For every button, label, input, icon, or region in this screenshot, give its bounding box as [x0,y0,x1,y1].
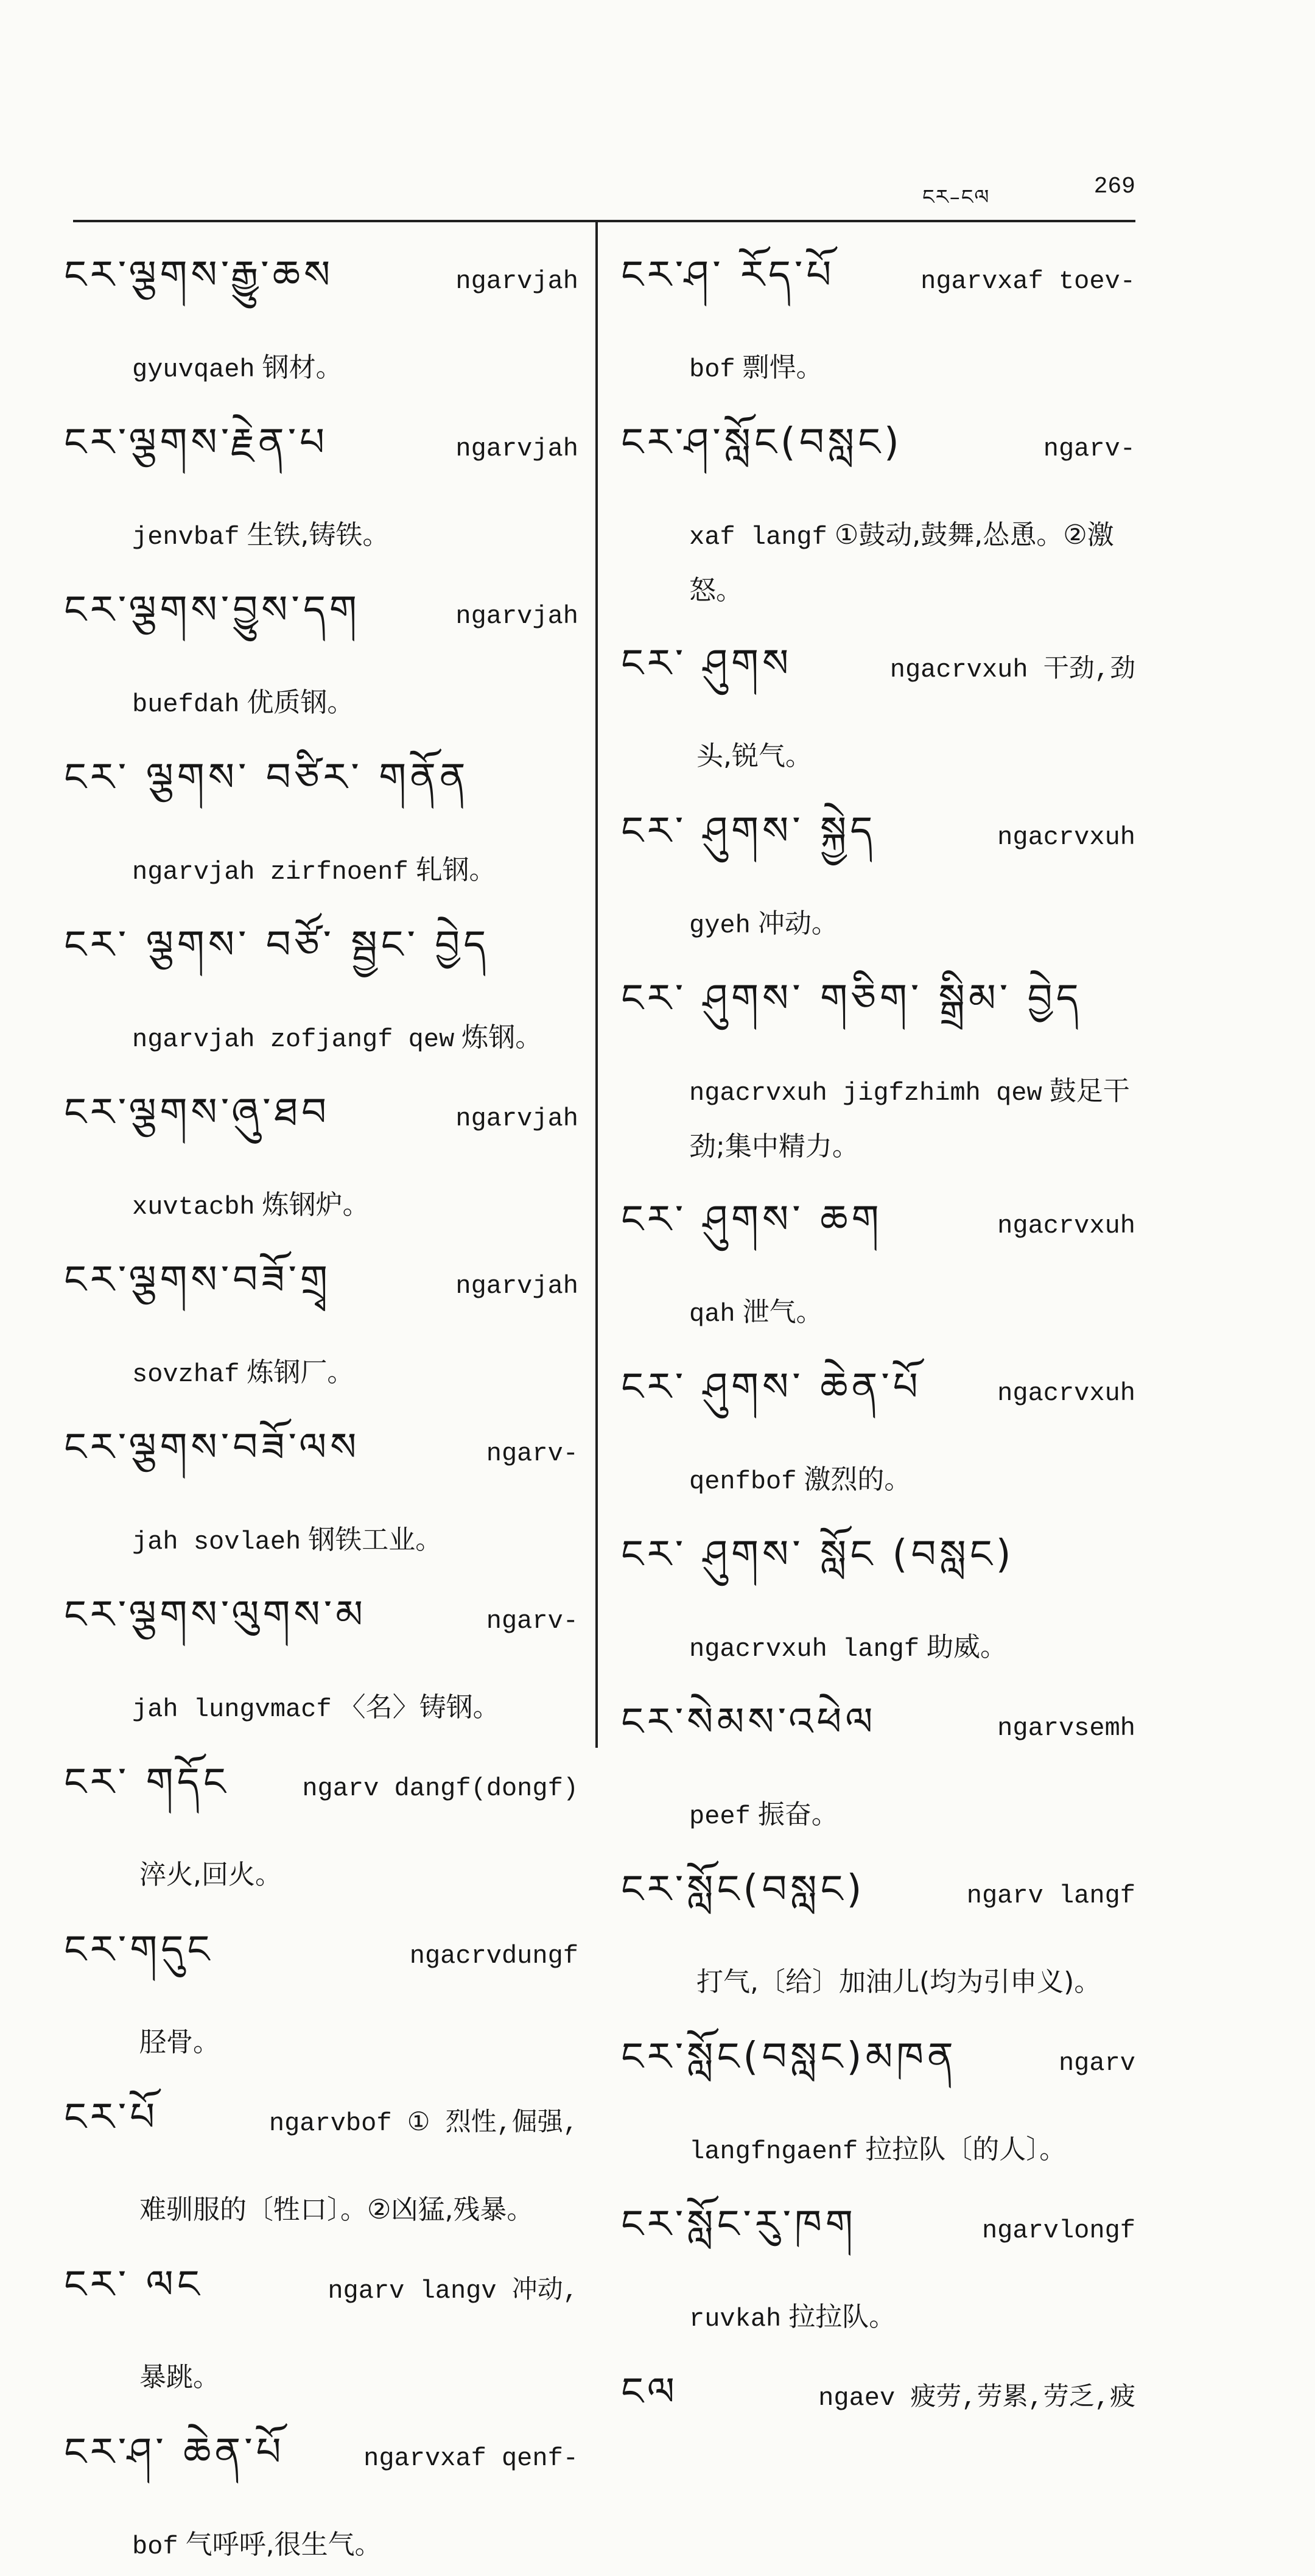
tibetan-headword: ངར་གདུང [64,1927,214,1972]
tibetan-headword: ངར་པོ [64,2095,159,2140]
tibetan-headword: ངར་སློང(བསླང) [621,1867,866,1912]
dictionary-entry [621,1846,1135,2011]
headword-line [64,399,578,509]
headword-line [64,1739,578,1848]
dictionary-entry [64,399,578,564]
romanization: ngarvjah [455,602,578,631]
headword-line [621,399,1135,509]
dictionary-entry [64,1571,578,1736]
tibetan-headword: ངར་སེམས་འཕེལ [621,1700,877,1745]
tibetan-headword: ངར་ལྕགས་རྒྱུ་ཆས [64,253,334,298]
tibetan-headword: ངར་ཤ་ རོད་པོ [621,253,835,298]
romanization-continuation: sovzhaf [132,1360,240,1389]
romanization-continuation: buefdah [132,690,240,719]
dictionary-entry [64,1404,578,1569]
dictionary-entry [64,1069,578,1234]
tibetan-headword: ངར་ ལྕགས་ བཙོ་ སྦྱང་ བྱེད [64,923,490,968]
chinese-definition: 炼钢。 [461,1022,542,1053]
romanization: ngarvjah [455,434,578,463]
romanization: ngarvxaf qenf- [363,2444,578,2473]
romanization: ngarv- [486,1439,578,1468]
dictionary-entry [64,1236,578,1401]
headword-line [64,231,578,341]
chinese-definition: 难驯服的〔牲口〕。②凶猛,残暴。 [139,2194,534,2225]
chinese-definition: 鼓足干劲;集中精力。 [689,1075,1130,1162]
tibetan-headword: ངར་ལྕགས་ཞུ་ཐབ [64,1090,331,1135]
chinese-definition: 助威。 [927,1631,1008,1663]
chinese-definition: 泄气。 [742,1297,823,1328]
dictionary-entry [621,955,1135,1174]
definition-line [621,1286,1135,1341]
definition-line [64,1011,578,1066]
dictionary-entry [64,231,578,396]
definition-line [64,843,578,899]
romanization: ngarvjah [455,1104,578,1133]
chinese-definition: ①鼓动,鼓舞,怂恿。②激怒。 [689,519,1114,606]
tibetan-headword: ངར་ཤ་སློང(བསླང) [621,420,903,465]
dictionary-entry [621,1343,1135,1508]
chinese-definition: 头,锐气。 [696,741,812,772]
chinese-definition: 打气,〔给〕加油儿(均为引申义)。 [696,1966,1101,1997]
tibetan-headword: ངར་སློང(བསླང)མཁན [621,2035,957,2080]
tibetan-headword: ངར་ལྕགས་རྗེན་པ [64,420,329,465]
definition-line [621,2458,1135,2513]
headword-line [64,901,578,1011]
chinese-definition: 气呼呼,很生气。 [185,2529,382,2560]
definition-line [621,2123,1135,2178]
dictionary-entry [621,2181,1135,2346]
definition-line [64,1681,578,1736]
romanization-continuation: ngarvjah zofjangf qew [132,1025,455,1054]
romanization: ngarvjah [455,1272,578,1301]
romanization-continuation: qenfbof [689,1467,797,1496]
definition-line [64,341,578,396]
headword-line [64,1906,578,2016]
tibetan-headword: ངར་ ལྕགས་ བཙིར་ གནོན [64,755,469,800]
headword-line [621,787,1135,897]
headword-line [64,2241,578,2351]
chinese-definition: 钢材。 [262,352,343,383]
romanization-continuation: jenvbaf [132,523,240,552]
chinese-definition: 剽悍。 [742,352,823,383]
definition-line [621,1065,1135,1174]
headword-line [621,1343,1135,1453]
headword-line [64,1404,578,1513]
romanization-continuation: peef [689,1802,751,1831]
dictionary-entry [64,901,578,1066]
dictionary-entry [621,620,1135,785]
definition-line [64,1848,578,1904]
romanization-continuation: jah sovlaeh [132,1527,301,1557]
dictionary-entry [621,1511,1135,1676]
tibetan-headword: ངར་ ཤུགས་ ཆེན་པོ [621,1365,922,1410]
headword-line [621,2181,1135,2290]
chinese-definition: 拉拉队。 [788,2301,896,2332]
headword-line [621,1511,1135,1621]
definition-line [621,2290,1135,2346]
headword-line [621,955,1135,1065]
definition-line [621,1621,1135,1676]
definition-line [64,1178,578,1234]
headword-line [621,1176,1135,1286]
romanization: ngarv- [1043,434,1135,463]
dictionary-entry [64,566,578,731]
chinese-definition: 优质钢。 [247,687,354,718]
romanization-continuation: langfngaenf [689,2137,858,2166]
tibetan-headword: ངར་ ཤུགས་ གཅིག་ སྒྲིམ་ བྱེད [621,976,1082,1021]
headword-line [621,231,1135,341]
definition-line [64,509,578,564]
romanization: ngarv [1058,2049,1135,2078]
tibetan-headword: ངར་ཤ་ ཆེན་པོ [64,2430,285,2475]
header-guide-word: ངར–ངལ [922,185,991,209]
headword-line [621,1678,1135,1788]
definition-line [64,2518,578,2574]
romanization: ngarvbof ① 烈性,倔强, [268,2109,578,2138]
dictionary-entry [621,399,1135,618]
romanization-continuation: ngacrvxuh jigfzhimh qew [689,1079,1042,1108]
definition-line [64,2351,578,2406]
chinese-definition: 冲动。 [757,908,838,939]
romanization-continuation: ngarvjah zirfnoenf [132,857,409,887]
romanization-continuation: gyuvqaeh [132,355,255,384]
column-divider [595,222,598,1748]
romanization: ngarvjah [455,267,578,296]
romanization: ngarv- [486,1606,578,1636]
left-column [64,231,578,2576]
tibetan-headword: ངར་ ཤུགས་ སློང (བསླང) [621,1532,1015,1577]
dictionary-entry [621,2013,1135,2178]
headword-line [64,2409,578,2518]
romanization: ngarv langf [966,1881,1135,1910]
romanization-continuation: bof [132,2532,178,2561]
romanization: ngacrvxuh [997,1379,1135,1408]
definition-line [621,341,1135,396]
romanization-continuation: ruvkah [689,2304,782,2334]
chinese-definition: 胫骨。 [139,2027,220,2058]
tibetan-headword: ངར་ལྕགས་ལུགས་མ [64,1592,367,1638]
definition-line [64,676,578,731]
definition-line [64,1346,578,1401]
romanization-continuation: qah [689,1300,735,1329]
tibetan-headword: ངར་ལྕགས་བཟོ་ལས [64,1425,360,1470]
chinese-definition: 钢铁工业。 [308,1524,443,1555]
tibetan-headword: ངར་ ཤུགས་ སྐྱེད [621,809,877,854]
chinese-definition: 振奋。 [757,1799,838,1830]
right-column [621,231,1135,2516]
romanization-continuation: xuvtacbh [132,1192,255,1222]
header-rule [73,220,1135,222]
definition-line [621,730,1135,785]
headword-line [64,1571,578,1681]
romanization: ngarvlongf [981,2216,1135,2245]
chinese-definition: 淬火,回火。 [139,1859,282,1890]
chinese-definition: 轧钢。 [415,854,496,885]
romanization: ngacrvdungf [409,1941,578,1971]
dictionary-entry [621,787,1135,952]
page-number: 269 [1093,174,1135,200]
dictionary-entry [64,2409,578,2574]
romanization: ngarv langv 冲动, [328,2276,578,2306]
tibetan-headword: ངར་ལྕགས་བཟོ་གྲྭ [64,1258,332,1303]
romanization-continuation: jah lungvmacf [132,1695,332,1724]
romanization: ngaev 疲劳,劳累,劳乏,疲 [818,2384,1135,2413]
definition-line [621,1788,1135,1843]
headword-line [621,2348,1135,2458]
headword-line [64,1069,578,1178]
headword-line [621,1846,1135,1955]
dictionary-entry [64,2074,578,2239]
chinese-definition: 暴跳。 [139,2362,220,2393]
dictionary-entry [64,734,578,899]
chinese-definition: 生铁,铸铁。 [247,519,390,551]
romanization: ngarvxaf toev- [920,267,1135,296]
tibetan-headword: ངལ [621,2370,679,2415]
headword-line [621,620,1135,730]
headword-line [64,2074,578,2183]
romanization-continuation: gyeh [689,911,751,940]
definition-line [621,897,1135,952]
definition-line [64,2183,578,2239]
tibetan-headword: ངར་ གདོང [64,1760,230,1805]
dictionary-entry [621,1678,1135,1843]
definition-line [64,1513,578,1569]
romanization: ngarvsemh [997,1714,1135,1743]
chinese-definition: 激烈的。 [804,1464,911,1495]
romanization-continuation: ngacrvxuh langf [689,1635,920,1664]
romanization: ngacrvxuh [997,1211,1135,1240]
dictionary-entry [621,1176,1135,1341]
tibetan-headword: ངར་ ཤུགས [621,641,793,686]
chinese-definition: 〈名〉铸钢。 [338,1692,500,1723]
romanization-continuation: bof [689,355,735,384]
definition-line [621,1955,1135,2011]
romanization: ngacrvxuh [997,823,1135,852]
tibetan-headword: ངར་སློང་རུ་ཁག [621,2202,857,2247]
chinese-definition: 炼钢厂。 [247,1357,354,1388]
dictionary-entry [64,1739,578,1904]
dictionary-entry [621,2348,1135,2513]
dictionary-entry [621,231,1135,396]
tibetan-headword: ངར་ ཤུགས་ ཆག [621,1197,883,1242]
dictionary-entry [64,2241,578,2406]
definition-line [64,2016,578,2071]
definition-line [621,1453,1135,1508]
chinese-definition: 拉拉队〔的人〕。 [865,2134,1067,2165]
headword-line [621,2013,1135,2123]
romanization: ngarv dangf(dongf) [302,1774,578,1803]
headword-line [64,1236,578,1346]
definition-line [621,509,1135,618]
dictionary-entry [64,1906,578,2071]
headword-line [64,566,578,676]
page-header [73,174,1135,228]
chinese-definition: 炼钢炉。 [262,1189,370,1220]
romanization-continuation: xaf langf [689,523,827,552]
tibetan-headword: ངར་ ལང [64,2262,203,2307]
romanization: ngacrvxuh 干劲,劲 [889,655,1135,684]
tibetan-headword: ངར་ལྕགས་བྱུས་དག [64,588,360,633]
headword-line [64,734,578,843]
